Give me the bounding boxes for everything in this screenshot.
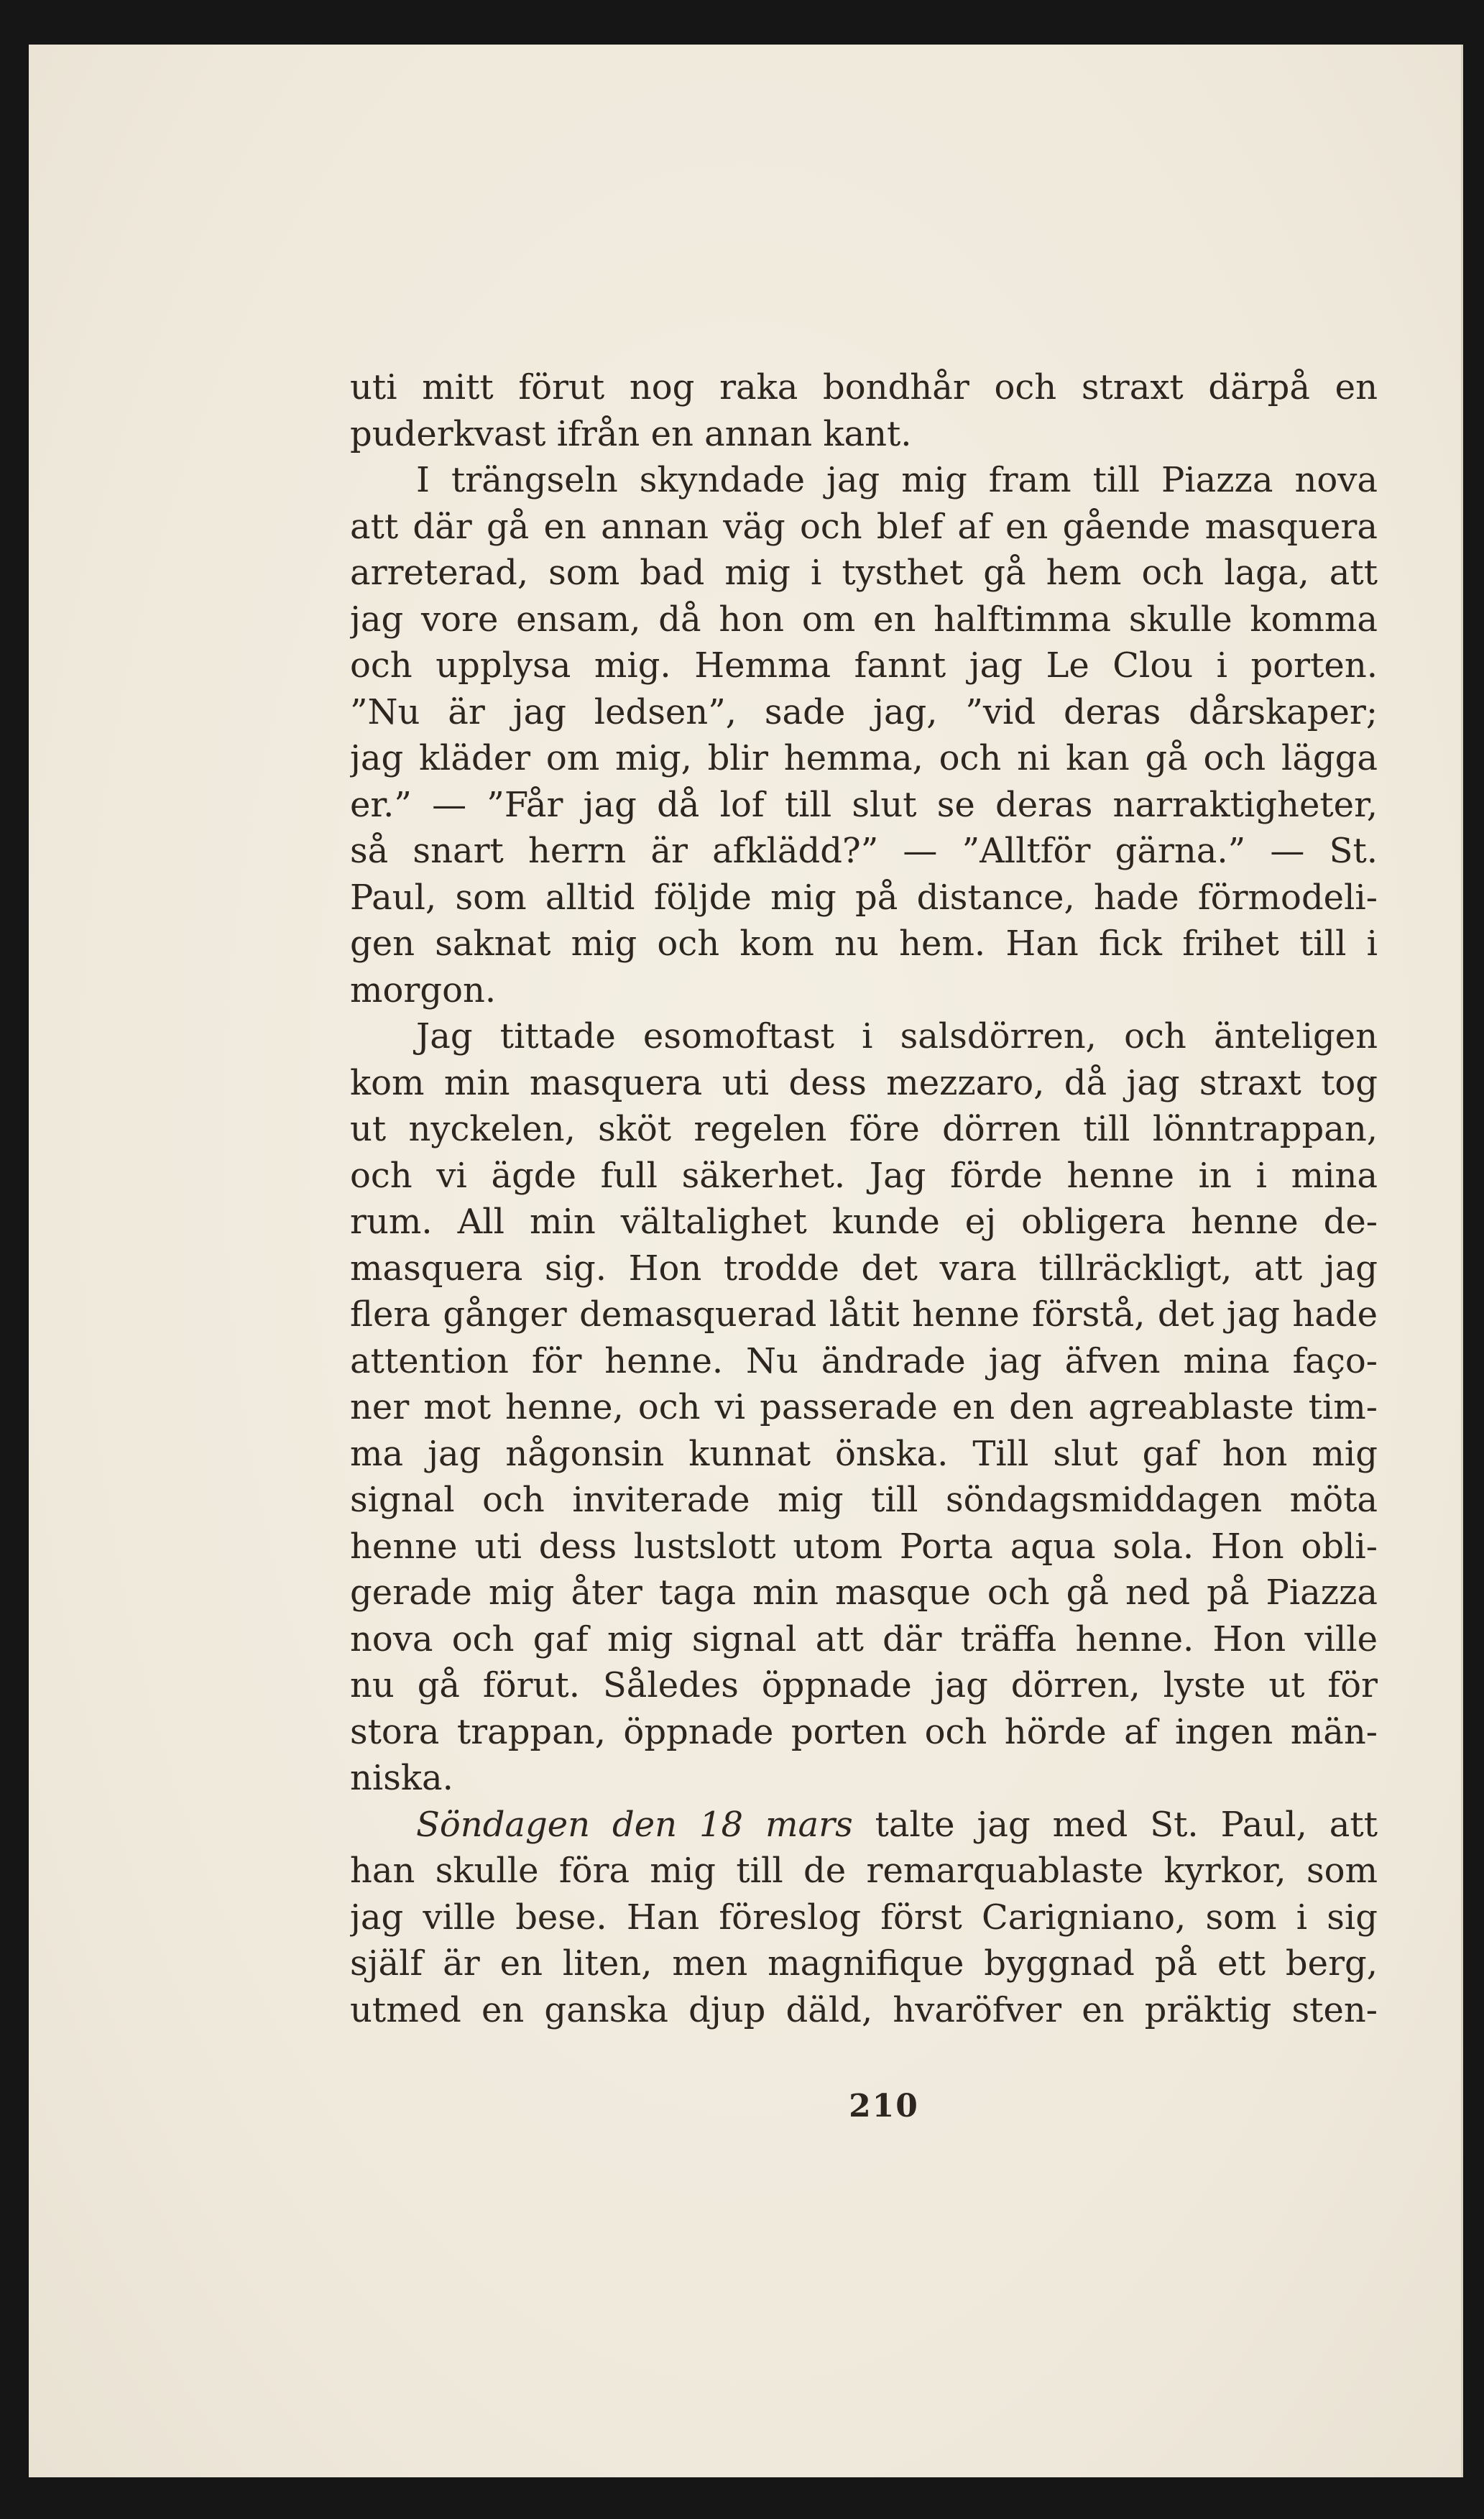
- text-line: gen saknat mig och kom nu hem. Han fick frihet till i: [350, 924, 1378, 964]
- text-line: ”Nu är jag ledsen”, sade jag, ”vid deras dårskaper;: [350, 691, 1378, 732]
- text-line: morgon.: [350, 970, 497, 1010]
- text-line: han skulle föra mig till de remarquablaste kyrkor, som: [350, 1851, 1378, 1891]
- text-line: attention för henne. Nu ändrade jag äfven mina faço-: [350, 1340, 1378, 1381]
- text-line: I trängseln skyndade jag mig fram till Piazza nova: [416, 460, 1378, 500]
- text-line: gerade mig åter taga min masque och gå ned på Piazza: [350, 1572, 1378, 1613]
- text-line: ma jag någonsin kunnat önska. Till slut gaf hon mig: [350, 1433, 1378, 1474]
- italic-date-phrase: Söndagen den 18 mars: [416, 1804, 853, 1845]
- text-line: er.” — ”Får jag då lof till slut se deras narraktigheter,: [350, 784, 1378, 825]
- text-line: så snart herrn är afklädd?” — ”Alltför gärna.” — St.: [350, 831, 1378, 871]
- text-line: nu gå förut. Således öppnade jag dörren, lyste ut för: [350, 1665, 1378, 1705]
- body-text: [350, 364, 1378, 2033]
- text-line: jag vore ensam, då hon om en halftimma skulle komma: [350, 599, 1378, 640]
- text-line: jag kläder om mig, blir hemma, och ni kan gå och lägga: [350, 738, 1378, 778]
- text-line: puderkvast ifrån en annan kant.: [350, 413, 912, 454]
- text-line: ut nyckelen, sköt regelen före dörren till lönntrappan,: [350, 1109, 1378, 1149]
- text-line: ner mot henne, och vi passerade en den agreablaste tim-: [350, 1387, 1378, 1427]
- text-line: själf är en liten, men magnifique byggnad på ett berg,: [350, 1943, 1378, 1984]
- text-line: att där gå en annan väg och blef af en gående masquera: [350, 506, 1378, 547]
- book-page: [29, 45, 1463, 2477]
- text-line: arreterad, som bad mig i tysthet gå hem och laga, att: [350, 553, 1378, 593]
- page-number: 210: [849, 2088, 919, 2124]
- text-line: henne uti dess lustslott utom Porta aqua sola. Hon obli-: [350, 1526, 1378, 1567]
- text-line: utmed en ganska djup däld, hvaröfver en präktig sten-: [350, 1989, 1378, 2030]
- text-line: Paul, som alltid följde mig på distance, hade förmodeli-: [350, 877, 1378, 918]
- text-line: stora trappan, öppnade porten och hörde af ingen män-: [350, 1711, 1378, 1752]
- text-line: uti mitt förut nog raka bondhår och straxt därpå en: [350, 367, 1378, 407]
- text-line: kom min masquera uti dess mezzaro, då jag straxt tog: [350, 1062, 1378, 1103]
- text-line: rum. All min vältalighet kunde ej obligera henne de-: [350, 1202, 1378, 1242]
- text-line: signal och inviterade mig till söndagsmiddagen möta: [350, 1480, 1378, 1520]
- text-line: jag ville bese. Han föreslog först Carigniano, som i sig: [350, 1897, 1378, 1938]
- text-line: nova och gaf mig signal att där träffa henne. Hon ville: [350, 1618, 1378, 1659]
- text-line: flera gånger demasquerad låtit henne förstå, det jag hade: [350, 1294, 1378, 1335]
- text-line: [350, 1802, 1378, 1848]
- text-line: Jag tittade esomoftast i salsdörren, och änteligen: [416, 1016, 1378, 1056]
- text-line: niska.: [350, 1758, 453, 1798]
- text-line-remainder: talte jag med St. Paul, att: [852, 1804, 1378, 1845]
- text-line: och vi ägde full säkerhet. Jag förde henne in i mina: [350, 1155, 1378, 1196]
- text-line: och upplysa mig. Hemma fannt jag Le Clou i porten.: [350, 645, 1378, 686]
- text-line: masquera sig. Hon trodde det vara tillräckligt, att jag: [350, 1248, 1378, 1289]
